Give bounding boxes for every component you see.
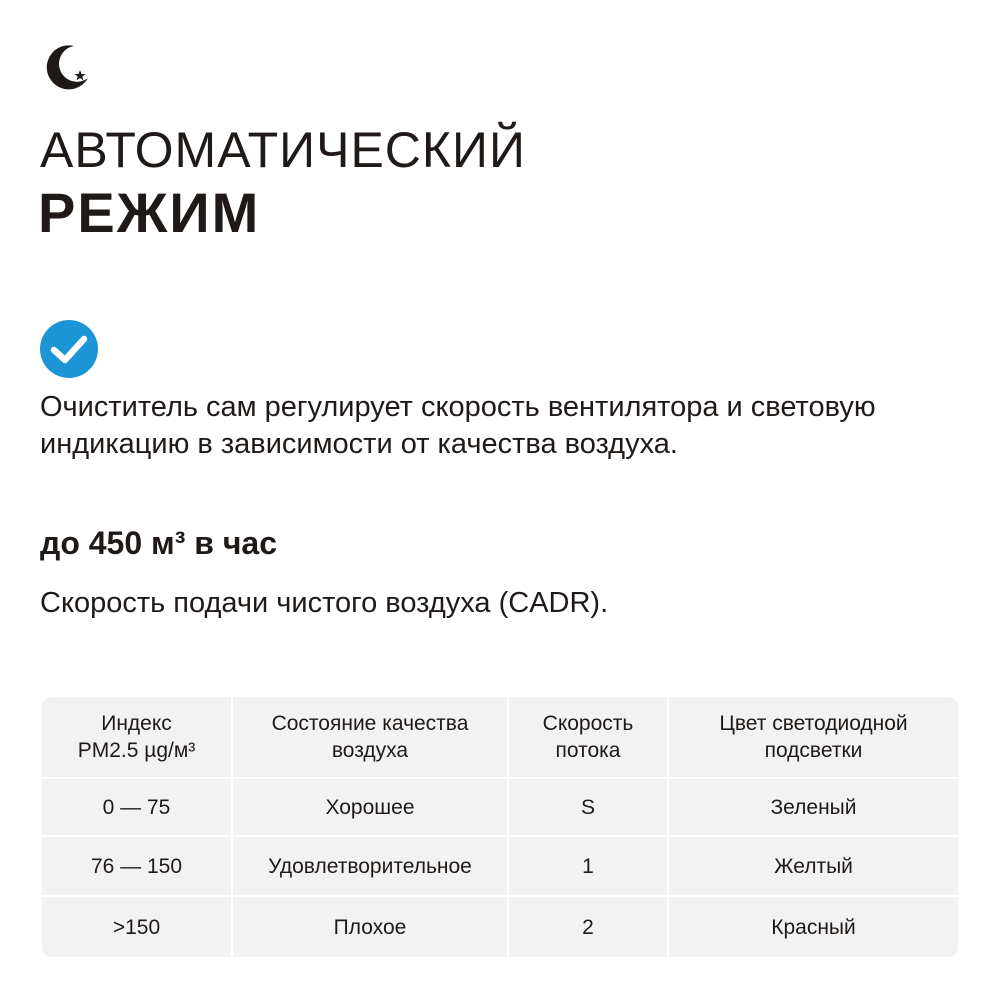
table-cell: Плохое [233,897,509,957]
page-title-line1: АВТОМАТИЧЕСКИЙ [40,122,526,178]
table-cell: S [509,779,669,837]
page-title-line2: РЕЖИМ [38,181,261,244]
table-header: Индекс PM2.5 µg/м³ [42,697,233,779]
cadr-label: Скорость подачи чистого воздуха (CADR). [40,587,609,619]
table-header: Цвет светодиодной подсветки [669,697,958,779]
feature-description: Очиститель сам регулирует скорость вентилятора и световую индикацию в зависимости от качества воздуха. [40,391,876,460]
table-cell: Красный [771,915,856,939]
air-quality-table [42,697,958,957]
table-cell: 1 [509,837,669,897]
check-circle-icon [40,320,98,378]
table-header: Скорость потока [509,697,669,779]
brand-logo-icon [40,40,92,92]
table-cell: Хорошее [233,779,509,837]
table-cell: Желтый [669,837,958,897]
table-cell: Зеленый [669,779,958,837]
table-cell: 76 — 150 [42,837,233,897]
table-header: Состояние качества воздуха [233,697,509,779]
table-cell: Удовлетворительное [233,837,509,897]
table-cell: >150 [42,897,233,957]
table-cell: 0 — 75 [42,779,233,837]
table-cell: 2 [509,897,669,957]
cadr-value: до 450 м³ в час [40,525,277,561]
